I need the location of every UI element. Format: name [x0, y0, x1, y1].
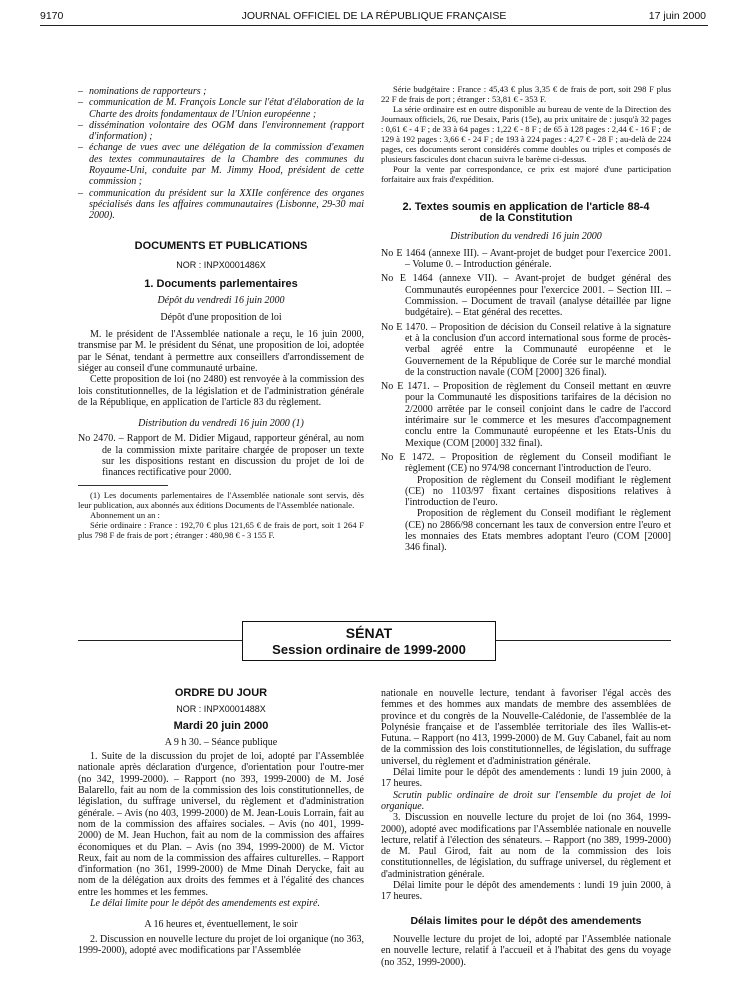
agenda-paragraph: 2. Discussion en nouvelle lecture du projet de loi organique (no 363, 1999-2000), adopté avec modifications par l'Assemblée	[78, 933, 364, 956]
list-item: – communication de M. François Loncle sur l'état d'élaboration de la Charte des droits fondamentaux de l'Union européenne ;	[78, 97, 364, 120]
agenda-list	[78, 86, 364, 222]
e-entry-continuation: Proposition de règlement du Conseil modifiant le règlement (CE) no 2866/98 concernant les taux de conversion entre l'euro et les monnaies des Etats membres adoptant l'euro (COM [2000] 346 final).	[405, 508, 671, 554]
footnote-rule	[78, 485, 168, 486]
docs-title: DOCUMENTS ET PUBLICATIONS	[134, 239, 308, 252]
docs-nor: NOR : INPX0001486X	[176, 259, 266, 270]
list-item: – nominations de rapporteurs ;	[78, 86, 364, 97]
e-entry: No E 1472. – Proposition de règlement du Conseil modifiant le règlement (CE) no 974/98 concernant l'introduction de l'euro.	[381, 451, 671, 475]
agenda-paragraph: 3. Discussion en nouvelle lecture du projet de loi (no 364, 1999-2000), adopté avec modifications par l'Assemblée nationale en nouvelle lecture, relatif à l'élection des sénateurs. – Rapport (no 389, 1999-2000) de M. Paul Girod, fait au nom de la commission des lois constitutionnelles, de législation, du suffrage universel, du règlement et d'administration générale.	[381, 812, 671, 880]
e-entry: No E 1464 (annexe VII). – Avant-projet de budget général des Communautés européennes pour l'exercice 2001. – Section III. – Commission. – Document de travail (analyse détaillée par ligne budgétaire). – Etat général des recettes.	[381, 273, 671, 319]
footnote: Abonnement un an :	[90, 509, 160, 520]
seance-time: A 16 heures et, éventuellement, le soir	[144, 919, 298, 931]
agenda-note: Le délai limite pour le dépôt des amendements est expiré.	[90, 898, 320, 910]
divider	[496, 640, 671, 641]
depot-heading: Dépôt d'une proposition de loi	[160, 311, 282, 323]
depot-date: Dépôt du vendredi 16 juin 2000	[157, 295, 285, 307]
senat-title: SÉNAT	[345, 625, 393, 641]
list-item: – communication du président sur la XXIIe conférence des organes spécialisés dans les affaires communautaires (Lisbonne, 29-30 mai 2000).	[78, 188, 364, 222]
price-paragraph: La série ordinaire est en outre disponible au bureau de vente de la Direction des Journaux officiels, 26, rue Desaix, Paris (15e), au prix unitaire de : jusqu'à 32 pages : 0,61 € - 4 F ; de 33 à 64 pages : 1,22 € - 8 F ; de 65 à 128 pages : 2,44 € - 16 F ; de 129 à 192 pages : 3,66 € - 24 F ; de 193 à 224 pages : 4,27 € - 28 F ; au-delà de 224 pages, ces documents seront considérés comme doubles ou triples et composés de plusieurs fascicules dont chacun suivra le barème ci-dessus.	[381, 104, 671, 164]
e-entry: No E 1464 (annexe III). – Avant-projet de budget pour l'exercice 2001. – Volume 0. – Introduction générale.	[381, 247, 671, 271]
documents-parlementaires-title: 1. Documents parlementaires	[144, 278, 298, 291]
footnote: (1) Les documents parlementaires de l'Assemblée nationale sont servis, dès leur publication, aux abonnés aux éditions Documents de l'Assemblée nationale.	[78, 489, 364, 510]
bottom-right-column	[381, 688, 671, 968]
delai-note: Délai limite pour le dépôt des amendements : lundi 19 juin 2000, à 17 heures.	[381, 767, 671, 790]
session-day: Mardi 20 juin 2000	[173, 719, 269, 732]
senat-box	[242, 621, 496, 661]
journal-title: JOURNAL OFFICIEL DE LA RÉPUBLIQUE FRANÇAISE	[241, 10, 507, 22]
price-paragraph: Pour la vente par correspondance, ce prix est majoré d'une participation forfaitaire aux frais d'expédition.	[381, 164, 671, 184]
issue-date: 17 juin 2000	[648, 10, 706, 22]
e-entry: No E 1470. – Proposition de décision du Conseil relative à la signature et à la conclusion d'un accord international sous forme de procès-verbal agréé entre la Communauté européenne et le Gouvernement de la République de Corée sur le marché mondial de la construction navale (COM [2000] 326 final).	[381, 321, 671, 378]
page-number: 9170	[40, 10, 64, 22]
list-item: – dissémination volontaire des OGM dans l'environnement (rapport d'information) ;	[78, 120, 364, 143]
distribution-date: Distribution du vendredi 16 juin 2000 (1)	[138, 418, 304, 430]
top-left-column	[78, 86, 364, 540]
ordre-du-jour-title: ORDRE DU JOUR	[174, 687, 268, 699]
textes-soumis-title	[381, 202, 671, 225]
bottom-left-column	[78, 688, 364, 956]
scrutin-note: Scrutin public ordinaire de droit sur l'ensemble du projet de loi organique.	[381, 789, 671, 812]
senat-subtitle: Session ordinaire de 1999-2000	[272, 642, 466, 657]
title-line: de la Constitution	[479, 212, 573, 225]
agenda-paragraph: nationale en nouvelle lecture, tendant à favoriser l'égal accès des femmes et des hommes aux mandats de membre des assemblées de province et du congrès de la Nouvelle-Calédonie, de l'assemblée de la Polynésie française et de l'assemblée territoriale des îles Wallis-et-Futuna. – Rapport (no 413, 1999-2000) de M. Guy Cabanel, fait au nom de la commission des lois constitutionnelles, de législation, du suffrage universel, du règlement et d'administration générale.	[381, 688, 671, 767]
header-rule	[40, 25, 708, 26]
agenda-paragraph: 1. Suite de la discussion du projet de loi, adopté par l'Assemblée nationale après déclaration d'urgence, d'orientation pour l'outre-mer (no 342, 1999-2000). – Rapport (no 393, 1999-2000) de M. José Balarello, fait au nom de la commission des lois constitutionnelles, de législation, du suffrage universel, du règlement et d'administration générale. – Avis (no 403, 1999-2000) de M. Jean-Louis Lorrain, fait au nom de la commission des affaires sociales. – Avis (no 401, 1999-2000) de M. Jean Huchon, fait au nom de la commission des affaires économiques et du Plan. – Avis (no 394, 1999-2000) de M. Victor Reux, fait au nom de la commission des affaires culturelles. – Rapport d'information (no 361, 1999-2000) de Mme Dinah Derycke, fait au nom de la délégation aux droits des femmes et à l'égalité des chances entre les hommes et les femmes.	[78, 751, 364, 898]
divider	[78, 640, 242, 641]
title-line: 2. Textes soumis en application de l'article 88-4	[402, 201, 650, 213]
top-right-column	[381, 84, 671, 554]
distribution-entry: No 2470. – Rapport de M. Didier Migaud, rapporteur général, au nom de la commission mixte paritaire chargée de proposer un texte sur les dispositions restant en discussion du projet de loi de finances rectificative pour 2000.	[78, 433, 364, 479]
list-item: – échange de vues avec une délégation de la commission d'examen des textes communautaires de la Chambre des communes du Royaume-Uni, conduite par M. Jimmy Hood, président de cette commission ;	[78, 142, 364, 187]
depot-paragraph: Cette proposition de loi (no 2480) est renvoyée à la commission des lois constitutionnelles, de la législation et de l'administration générale de la République, en application de l'article 83 du règlement.	[78, 374, 364, 408]
distribution-date: Distribution du vendredi 16 juin 2000	[450, 230, 602, 242]
agenda-paragraph: Nouvelle lecture du projet de loi, adopté par l'Assemblée nationale en nouvelle lecture, relatif à l'accueil et à l'habitat des gens du voyage (no 352, 1999-2000).	[381, 933, 671, 968]
e-entry-continuation: Proposition de règlement du Conseil modifiant le règlement (CE) no 1103/97 fixant certaines dispositions relatives à l'introduction de l'euro.	[405, 474, 671, 509]
odj-nor: NOR : INPX0001488X	[176, 704, 266, 715]
price-paragraph: Série budgétaire : France : 45,43 € plus 3,35 € de frais de port, soit 298 F plus 22 F de frais de port ; étranger : 53,81 € - 353 F.	[381, 84, 671, 104]
seance-time: A 9 h 30. – Séance publique	[164, 736, 278, 748]
delai-note: Délai limite pour le dépôt des amendements : lundi 19 juin 2000, à 17 heures.	[381, 880, 671, 903]
delais-title: Délais limites pour le dépôt des amendements	[410, 914, 642, 927]
depot-paragraph: M. le président de l'Assemblée nationale a reçu, le 16 juin 2000, transmise par M. le président du Sénat, une proposition de loi, adoptée par le Sénat, tendant à permettre aux conseillers d'arrondissement de siéger au conseil d'une communauté urbaine.	[78, 329, 364, 374]
e-entry: No E 1471. – Proposition de règlement du Conseil mettant en œuvre pour la Communauté les dispositions tarifaires de la décision no 2/2000 arrêtée par le conseil conjoint dans le cadre de l'accord intérimaire sur le commerce et les mesures d'accompagnement conclu entre la Communauté européenne et les Etats-Unis du Mexique (COM [2000] 332 final).	[381, 381, 671, 449]
footnote: Série ordinaire : France : 192,70 € plus 121,65 € de frais de port, soit 1 264 F plus 798 F de frais de port ; étranger : 480,98 € - 3 155 F.	[78, 519, 364, 540]
